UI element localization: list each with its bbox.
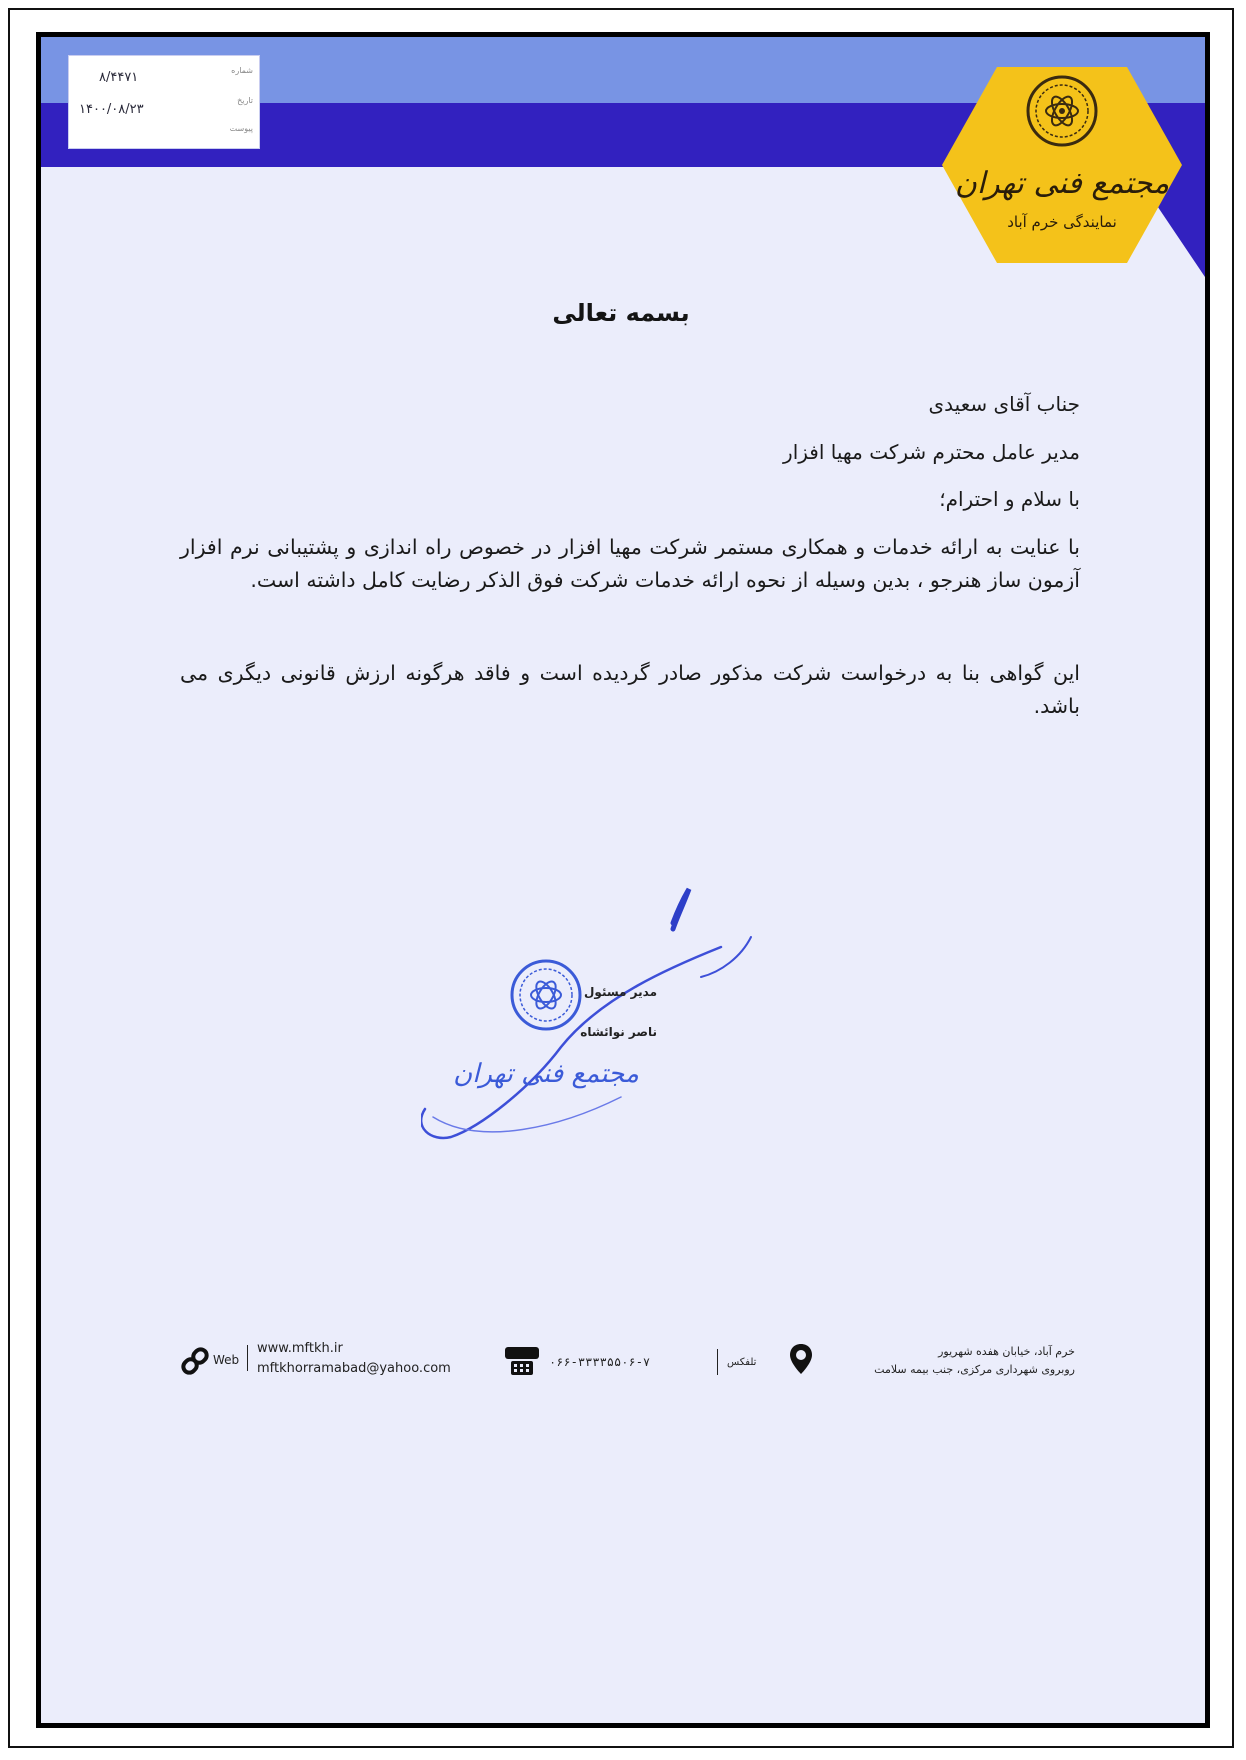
web-label: Web [213,1353,240,1367]
letter-number: ۸/۴۴۷۱ [99,70,139,85]
letter-title: بسمه تعالی [552,299,690,327]
location-pin-icon [789,1343,813,1375]
signatory-name: ناصر نوائشاه [580,1025,657,1039]
contact-footer [41,1327,1205,1387]
recipient-role: مدیر عامل محترم شرکت مهیا افزار [783,440,1080,464]
greeting: با سلام و احترام؛ [939,487,1080,511]
letter-date: ۱۴۰۰/۰۸/۲۳ [79,102,144,117]
address-line-2: روبروی شهرداری مرکزی، جنب بیمه سلامت [874,1363,1075,1376]
telephone-icon [503,1345,541,1377]
date-label: تاریخ [237,96,253,105]
institute-logo [937,65,1187,265]
phone-label: تلفکس [727,1357,757,1368]
phone-separator [717,1349,718,1375]
recipient-name: جناب آقای سعیدی [928,392,1080,416]
letterhead-page [36,32,1210,1728]
address-line-1: خرم آباد، خیابان هفده شهریور [938,1345,1075,1358]
web-separator [247,1345,248,1371]
handwritten-signature-icon [421,889,751,1138]
phone-number: ۰۶۶-۳۳۳۳۵۵۰۶-۷ [549,1355,651,1369]
signatory-title: مدیر مسئول [584,985,657,999]
email-address[interactable]: mftkhorramabad@yahoo.com [257,1361,451,1376]
logo-branch: نمایندگی خرم آباد [1007,213,1117,231]
number-label: شماره [231,66,253,75]
website[interactable]: www.mftkh.ir [257,1341,343,1356]
link-icon [179,1345,211,1377]
logo-name: مجتمع فنی تهران [954,166,1170,201]
stamp-text: مجتمع فنی تهران [453,1059,639,1089]
attachment-label: پیوست [229,124,253,133]
reference-box [68,55,260,149]
body-paragraph-1: با عنایت به ارائه خدمات و همکاری مستمر شرکت مهیا افزار در خصوص راه اندازی و پشتیبانی نرم افزار آزمون ساز هنرجو ، بدین وسیله از نحوه ارائه خدمات شرکت فوق الذکر رضایت کامل داشته است. [180,535,1080,592]
body-paragraph-2: این گواهی بنا به درخواست شرکت مذکور صادر گردیده است و فاقد هرگونه ارزش قانونی دیگری می باشد. [180,661,1080,718]
